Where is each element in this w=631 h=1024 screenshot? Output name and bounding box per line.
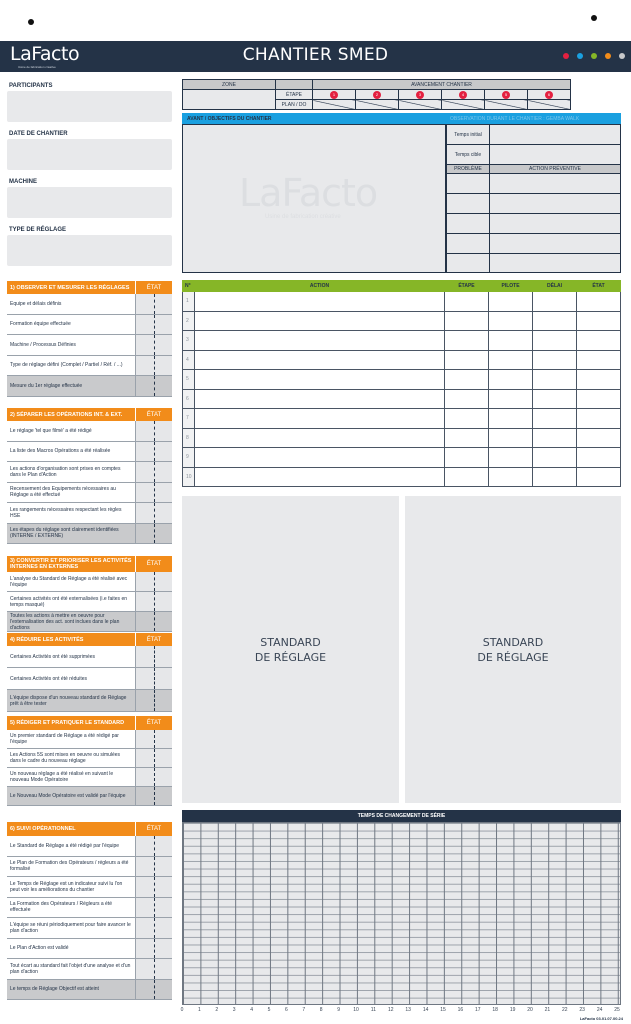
- initial-time-field[interactable]: [490, 125, 621, 145]
- row-number: 10: [183, 467, 195, 487]
- blank-header: [276, 80, 313, 90]
- table-row: [183, 370, 621, 390]
- date-label: DATE DE CHANTIER: [9, 131, 68, 137]
- checklist-item: [7, 836, 172, 857]
- checklist-item-label: Le Nouveau Mode Opératoire est validé par l'équipe: [7, 787, 135, 805]
- checklist-section-5: [7, 716, 172, 806]
- state-checkbox[interactable]: [135, 877, 172, 897]
- section-title: 5) RÉDIGER ET PRATIQUER LE STANDARD: [10, 720, 125, 726]
- table-row: [183, 331, 621, 351]
- step-circle: 3: [416, 91, 424, 99]
- plan-do-1[interactable]: [313, 100, 356, 110]
- table-row: [183, 311, 621, 331]
- state-checkbox[interactable]: [135, 483, 172, 503]
- etat-cell[interactable]: [577, 331, 621, 351]
- checklist-item: [7, 524, 172, 545]
- x-tick: 2: [215, 1007, 219, 1013]
- checklist-item: [7, 335, 172, 356]
- time-chart-title: TEMPS DE CHANGEMENT DE SÉRIE: [182, 810, 621, 822]
- checklist-section-4: [7, 633, 172, 712]
- section-title: 4) RÉDUIRE LES ACTIVITÉS: [10, 636, 84, 643]
- state-checkbox[interactable]: [135, 315, 172, 335]
- step-4[interactable]: [442, 90, 485, 100]
- time-chart-grid[interactable]: [182, 822, 621, 1005]
- col-pilote: PILOTE: [489, 281, 533, 292]
- checklist-item: [7, 768, 172, 787]
- x-tick: 21: [544, 1007, 551, 1013]
- machine-field[interactable]: [7, 187, 172, 218]
- checklist-item-label: Formation équipe effectuée: [10, 321, 71, 328]
- etape-cell[interactable]: [445, 350, 489, 370]
- participants-field[interactable]: [7, 91, 172, 122]
- checklist-item: [7, 592, 172, 612]
- watermark-logo: LaFacto: [239, 171, 378, 215]
- section-header: [7, 633, 172, 646]
- pilote-cell[interactable]: [489, 331, 533, 351]
- checklist-item: [7, 857, 172, 878]
- action-cell[interactable]: [195, 370, 445, 390]
- checklist-item-label: L'analyse du Standard de Réglage a été réalisé avec l'équipe: [10, 575, 128, 588]
- x-tick: 17: [475, 1007, 481, 1013]
- standard-panel-left[interactable]: [182, 496, 399, 803]
- action-cell[interactable]: [195, 350, 445, 370]
- standard-line-1: STANDARD: [260, 635, 321, 649]
- checklist-section-1: [7, 281, 172, 397]
- state-checkbox[interactable]: [135, 749, 172, 767]
- etape-cell[interactable]: [445, 311, 489, 331]
- table-row: [183, 467, 621, 487]
- etat-cell[interactable]: [577, 389, 621, 409]
- etat-cell[interactable]: [577, 311, 621, 331]
- etat-cell[interactable]: [577, 409, 621, 429]
- checklist-item: [7, 877, 172, 898]
- state-checkbox[interactable]: [135, 462, 172, 482]
- problem-cell[interactable]: [447, 174, 490, 194]
- checklist-item-label: Les actions d'organisation sont prises en comptes dans le Plan d'Action: [10, 465, 121, 478]
- reglage-type-field[interactable]: [7, 235, 172, 266]
- checklist-item: [7, 612, 172, 632]
- checklist-section-3: [7, 556, 172, 632]
- state-checkbox[interactable]: [135, 836, 172, 856]
- pilote-cell[interactable]: [489, 292, 533, 312]
- target-time-label: Temps cible: [447, 145, 490, 165]
- step-3[interactable]: [399, 90, 442, 100]
- checklist-item-label: L'équipe se réuni périodiquement pour faire avancer le plan d'action: [10, 921, 131, 934]
- pilote-cell[interactable]: [489, 409, 533, 429]
- table-row: [183, 448, 621, 468]
- action-cell[interactable]: [195, 467, 445, 487]
- x-tick: 7: [302, 1007, 306, 1013]
- x-tick: 12: [388, 1007, 394, 1013]
- watermark-tagline: Usine de fabrication créative: [265, 214, 341, 220]
- pin-left: [28, 19, 34, 25]
- state-checkbox[interactable]: [135, 503, 172, 523]
- action-cell[interactable]: [195, 389, 445, 409]
- x-tick: 20: [527, 1007, 533, 1013]
- checklist-item-label: Machine / Processus Définies: [10, 341, 76, 348]
- observation-table: [446, 124, 621, 273]
- x-tick: 5: [267, 1007, 271, 1013]
- x-tick: 18: [492, 1007, 498, 1013]
- checklist-item: [7, 462, 172, 483]
- etape-cell[interactable]: [445, 448, 489, 468]
- step-circle: 5: [502, 91, 510, 99]
- delai-cell[interactable]: [533, 409, 577, 429]
- x-tick: 6: [285, 1007, 288, 1013]
- x-tick: 25: [614, 1007, 620, 1013]
- objectives-area[interactable]: [182, 124, 446, 273]
- action-cell[interactable]: [490, 194, 621, 214]
- delai-cell[interactable]: [533, 428, 577, 448]
- checklist-section-6: [7, 822, 172, 1000]
- color-dot: [619, 53, 625, 59]
- problem-cell[interactable]: [447, 214, 490, 234]
- row-number: 8: [183, 428, 195, 448]
- action-cell[interactable]: [195, 311, 445, 331]
- table-row: [183, 350, 621, 370]
- section-title: 1) OBSERVER ET MESURER LES RÉGLAGES: [10, 284, 130, 291]
- state-header: ÉTAT: [135, 281, 172, 294]
- checklist-item: [7, 483, 172, 504]
- delai-cell[interactable]: [533, 467, 577, 487]
- checklist-item-label: Les rangements nécessaires respectant les règles HSE: [10, 506, 122, 519]
- pilote-cell[interactable]: [489, 448, 533, 468]
- state-checkbox[interactable]: [135, 294, 172, 314]
- action-cell[interactable]: [195, 292, 445, 312]
- state-checkbox[interactable]: [135, 857, 172, 877]
- plan-do-2[interactable]: [356, 100, 399, 110]
- delai-cell[interactable]: [533, 370, 577, 390]
- step-circle: 6: [545, 91, 553, 99]
- checklist-item: [7, 787, 172, 806]
- pilote-cell[interactable]: [489, 389, 533, 409]
- color-dots: [563, 53, 625, 59]
- etat-cell[interactable]: [577, 370, 621, 390]
- problem-cell[interactable]: [447, 234, 490, 254]
- action-plan-table: [182, 280, 621, 487]
- progress-header: AVANCEMENT CHANTIER: [313, 80, 571, 90]
- state-checkbox[interactable]: [135, 376, 172, 396]
- checklist-item: [7, 690, 172, 712]
- state-header: ÉTAT: [135, 408, 172, 421]
- standard-line-1: STANDARD: [482, 635, 544, 649]
- problem-cell[interactable]: [447, 254, 490, 273]
- logo: LaFacto: [10, 43, 80, 65]
- action-cell[interactable]: [490, 214, 621, 234]
- state-header: ÉTAT: [135, 556, 172, 572]
- checklist-item-label: Un premier standard de Réglage a été rédigé par l'équipe: [10, 733, 119, 745]
- action-cell[interactable]: [195, 409, 445, 429]
- checklist-item-label: Les Actions 5S sont mises en oeuvre ou simulées dans le cadre du nouveau réglage: [10, 752, 121, 764]
- etape-cell[interactable]: [445, 428, 489, 448]
- col-delai: DÉLAI: [533, 281, 577, 292]
- checklist-item-label: Le Temps de Réglage est un indicateur suivi lu l'on peut voir les améliorations du chantier: [10, 880, 123, 893]
- checklist-item-label: Recensement des Equipements nécessaires au Réglage a été effectué: [10, 486, 116, 499]
- state-checkbox[interactable]: [135, 898, 172, 918]
- action-cell[interactable]: [490, 254, 621, 273]
- step-2[interactable]: [356, 90, 399, 100]
- row-number: 3: [183, 331, 195, 351]
- checklist-item-label: Le Standard de Réglage a été rédigé par l'équipe: [10, 842, 120, 849]
- step-5[interactable]: [485, 90, 528, 100]
- table-row: [183, 409, 621, 429]
- checklist-item-label: Le Plan de Formation des Opérateurs / régleurs a été formalisé: [10, 860, 129, 873]
- action-cell[interactable]: [195, 448, 445, 468]
- section-header: [7, 281, 172, 294]
- state-checkbox[interactable]: [135, 592, 172, 611]
- initial-time-label: Temps initial: [447, 125, 490, 145]
- x-tick: 9: [337, 1007, 340, 1013]
- checklist-item: [7, 503, 172, 524]
- x-tick: 11: [370, 1007, 376, 1013]
- delai-cell[interactable]: [533, 350, 577, 370]
- checklist-item-label: Un nouveau réglage a été réalisé en suivant le nouveau Mode Opératoire: [10, 771, 114, 783]
- section-header: [7, 556, 172, 572]
- step-circle: 1: [330, 91, 338, 99]
- table-row: [183, 428, 621, 448]
- x-tick: 23: [579, 1007, 585, 1013]
- color-dot: [563, 53, 569, 59]
- state-checkbox[interactable]: [135, 524, 172, 544]
- step-label: ÉTAPE: [276, 90, 313, 100]
- checklist-item-label: Le réglage 'tel que filmé' a été rédigé: [10, 427, 92, 434]
- checklist-item: [7, 939, 172, 960]
- state-checkbox[interactable]: [135, 768, 172, 786]
- col-number: N°: [183, 281, 195, 292]
- state-checkbox[interactable]: [135, 690, 172, 711]
- checklist-item: [7, 898, 172, 919]
- checklist-item: [7, 749, 172, 768]
- state-header: ÉTAT: [135, 633, 172, 646]
- delai-cell[interactable]: [533, 389, 577, 409]
- x-tick: 16: [457, 1007, 464, 1013]
- state-checkbox[interactable]: [135, 442, 172, 462]
- step-6[interactable]: [528, 90, 571, 100]
- section-header: [7, 716, 172, 730]
- action-cell[interactable]: [195, 428, 445, 448]
- checklist-item-label: La Formation des Opérateurs / Régleurs a été effectuée: [10, 901, 112, 914]
- checklist-item: [7, 294, 172, 315]
- etape-cell[interactable]: [445, 370, 489, 390]
- section-header: [7, 408, 172, 421]
- checklist-item-label: Toutes les actions à mettre en oeuvre pour l'externalisation des act. sont inclues dans le plan d'actions: [7, 612, 135, 631]
- row-number: 7: [183, 409, 195, 429]
- table-row: [183, 292, 621, 312]
- state-header: ÉTAT: [135, 822, 172, 836]
- checklist-item: [7, 646, 172, 668]
- state-checkbox[interactable]: [135, 959, 172, 979]
- checklist-item-label: Type de réglage défini (Complet / Partiel / Réf. / ...): [10, 362, 123, 369]
- plan-do-4[interactable]: [442, 100, 485, 110]
- row-number: 1: [183, 292, 195, 312]
- delai-cell[interactable]: [533, 292, 577, 312]
- state-checkbox[interactable]: [135, 730, 172, 748]
- checklist-item-label: Certaines Activités ont été supprimées: [10, 653, 96, 660]
- x-tick: 1: [198, 1007, 201, 1013]
- x-tick: 15: [440, 1007, 446, 1013]
- section-title: 2) SÉPARER LES OPÉRATIONS INT. & EXT.: [10, 411, 123, 418]
- etat-cell[interactable]: [577, 428, 621, 448]
- color-dot: [605, 53, 611, 59]
- section-header: [7, 822, 172, 836]
- plan-do-3[interactable]: [399, 100, 442, 110]
- standard-line-2: DE RÉGLAGE: [254, 650, 327, 664]
- checklist-item: [7, 356, 172, 377]
- checklist-item: [7, 668, 172, 690]
- checklist-item-label: Tout écart au standard fait l'objet d'une analyse et d'un plan d'action: [10, 962, 131, 975]
- section-title: 6) SUIVI OPÉRATIONNEL: [10, 826, 76, 832]
- etape-cell[interactable]: [445, 467, 489, 487]
- delai-cell[interactable]: [533, 331, 577, 351]
- checklist-item: [7, 918, 172, 939]
- date-field[interactable]: [7, 139, 172, 170]
- col-action: ACTION: [195, 281, 445, 292]
- logo-tagline: Usine de fabrication créative: [18, 65, 56, 69]
- action-cell[interactable]: [490, 174, 621, 194]
- x-tick: 24: [596, 1007, 603, 1013]
- row-number: 5: [183, 370, 195, 390]
- standard-line-2: DE RÉGLAGE: [477, 650, 549, 664]
- col-etat: ÉTAT: [577, 281, 621, 292]
- action-cell[interactable]: [490, 234, 621, 254]
- checklist-item-label: Certaines activités ont été externalisées (i.e faites en temps masqué): [10, 595, 128, 608]
- x-tick: 14: [422, 1007, 429, 1013]
- checklist-item-label: Le temps de Réglage Objectif est atteint: [7, 980, 135, 1000]
- action-preventive-header: ACTION PRÉVENTIVE: [490, 165, 621, 174]
- problem-header: PROBLÈME: [447, 165, 490, 174]
- pilote-cell[interactable]: [489, 350, 533, 370]
- zone-header: ZONE: [183, 80, 276, 90]
- state-checkbox[interactable]: [135, 356, 172, 376]
- color-dot: [577, 53, 583, 59]
- state-checkbox[interactable]: [135, 918, 172, 938]
- state-checkbox[interactable]: [135, 646, 172, 667]
- state-checkbox[interactable]: [135, 668, 172, 689]
- x-tick: 4: [250, 1007, 253, 1013]
- checklist-item: [7, 980, 172, 1001]
- etape-cell[interactable]: [445, 389, 489, 409]
- state-checkbox[interactable]: [135, 335, 172, 355]
- reglage-type-label: TYPE DE RÉGLAGE: [9, 227, 67, 233]
- checklist-item: [7, 421, 172, 442]
- step-1[interactable]: [313, 90, 356, 100]
- pilote-cell[interactable]: [489, 467, 533, 487]
- x-tick: 10: [353, 1007, 359, 1013]
- machine-label: MACHINE: [9, 179, 37, 185]
- x-tick: 22: [562, 1007, 568, 1013]
- x-tick: 19: [509, 1007, 516, 1013]
- observation-title: OBSERVATION DURANT LE CHANTIER : GEMBA WALK: [450, 116, 580, 122]
- checklist-item: [7, 730, 172, 749]
- standard-panel-right[interactable]: [405, 496, 621, 803]
- checklist-item-label: Equipe et délais définis: [10, 300, 62, 307]
- step-circle: 4: [459, 91, 467, 99]
- target-time-field[interactable]: [490, 145, 621, 165]
- checklist-item-label: Certaines Activités ont été réduites: [10, 675, 87, 682]
- etat-cell[interactable]: [577, 350, 621, 370]
- checklist-item-label: La liste des Macros Opérations a été réalisée: [10, 448, 111, 455]
- header-bar: [0, 41, 631, 72]
- state-checkbox[interactable]: [135, 572, 172, 591]
- plan-do-5[interactable]: [485, 100, 528, 110]
- checklist-item: [7, 572, 172, 592]
- state-checkbox[interactable]: [135, 980, 172, 1000]
- etat-cell[interactable]: [577, 292, 621, 312]
- plan-do-label: PLAN / DO: [276, 100, 313, 110]
- objectives-title: AVANT / OBJECTIFS DU CHANTIER: [187, 116, 272, 122]
- pilote-cell[interactable]: [489, 311, 533, 331]
- state-checkbox[interactable]: [135, 421, 172, 441]
- pilote-cell[interactable]: [489, 370, 533, 390]
- state-checkbox[interactable]: [135, 612, 172, 631]
- zone-field[interactable]: [183, 90, 276, 110]
- color-dot: [591, 53, 597, 59]
- objectives-header-bar: [182, 113, 621, 124]
- page-title: CHANTIER SMED: [242, 45, 389, 65]
- row-number: 2: [183, 311, 195, 331]
- checklist-item-label: Mesure du 1er réglage effectuée: [7, 376, 135, 396]
- zone-progress-table: [182, 79, 571, 110]
- checklist-item: [7, 959, 172, 980]
- etape-cell[interactable]: [445, 409, 489, 429]
- etape-cell[interactable]: [445, 292, 489, 312]
- checklist-item-label: Le Plan d'Action est validé: [10, 945, 69, 952]
- action-cell[interactable]: [195, 331, 445, 351]
- x-tick: 0: [180, 1007, 184, 1013]
- x-tick: 13: [405, 1007, 411, 1013]
- table-row: [183, 389, 621, 409]
- etat-cell[interactable]: [577, 448, 621, 468]
- state-checkbox[interactable]: [135, 939, 172, 959]
- checklist-item: [7, 376, 172, 397]
- plan-do-6[interactable]: [528, 100, 571, 110]
- section-title: 3) CONVERTIR ET PRIORISER LES ACTIVITÉS INTERNES EN EXTERNES: [10, 558, 132, 570]
- row-number: 6: [183, 389, 195, 409]
- checklist-item: [7, 442, 172, 463]
- x-tick: 8: [319, 1007, 323, 1013]
- etat-cell[interactable]: [577, 467, 621, 487]
- delai-cell[interactable]: [533, 448, 577, 468]
- etape-cell[interactable]: [445, 331, 489, 351]
- row-number: 4: [183, 350, 195, 370]
- x-tick: 3: [232, 1007, 236, 1013]
- delai-cell[interactable]: [533, 311, 577, 331]
- checklist-item-label: L'équipe dispose d'un nouveau standard de Réglage prêt à être tester: [7, 690, 135, 711]
- state-header: ÉTAT: [135, 716, 172, 730]
- checklist-item: [7, 315, 172, 336]
- checklist-section-2: [7, 408, 172, 544]
- state-checkbox[interactable]: [135, 787, 172, 805]
- participants-label: PARTICIPANTS: [9, 83, 53, 89]
- pin-right: [591, 15, 597, 21]
- pilote-cell[interactable]: [489, 428, 533, 448]
- checklist-item-label: Les étapes du réglage sont clairement identifiées (INTERNE / EXTERNE): [7, 524, 135, 544]
- footer-code: LaFacto 03.01.07.00.24: [579, 1016, 623, 1021]
- row-number: 9: [183, 448, 195, 468]
- problem-cell[interactable]: [447, 194, 490, 214]
- col-etape: ÉTAPE: [445, 281, 489, 292]
- step-circle: 2: [373, 91, 381, 99]
